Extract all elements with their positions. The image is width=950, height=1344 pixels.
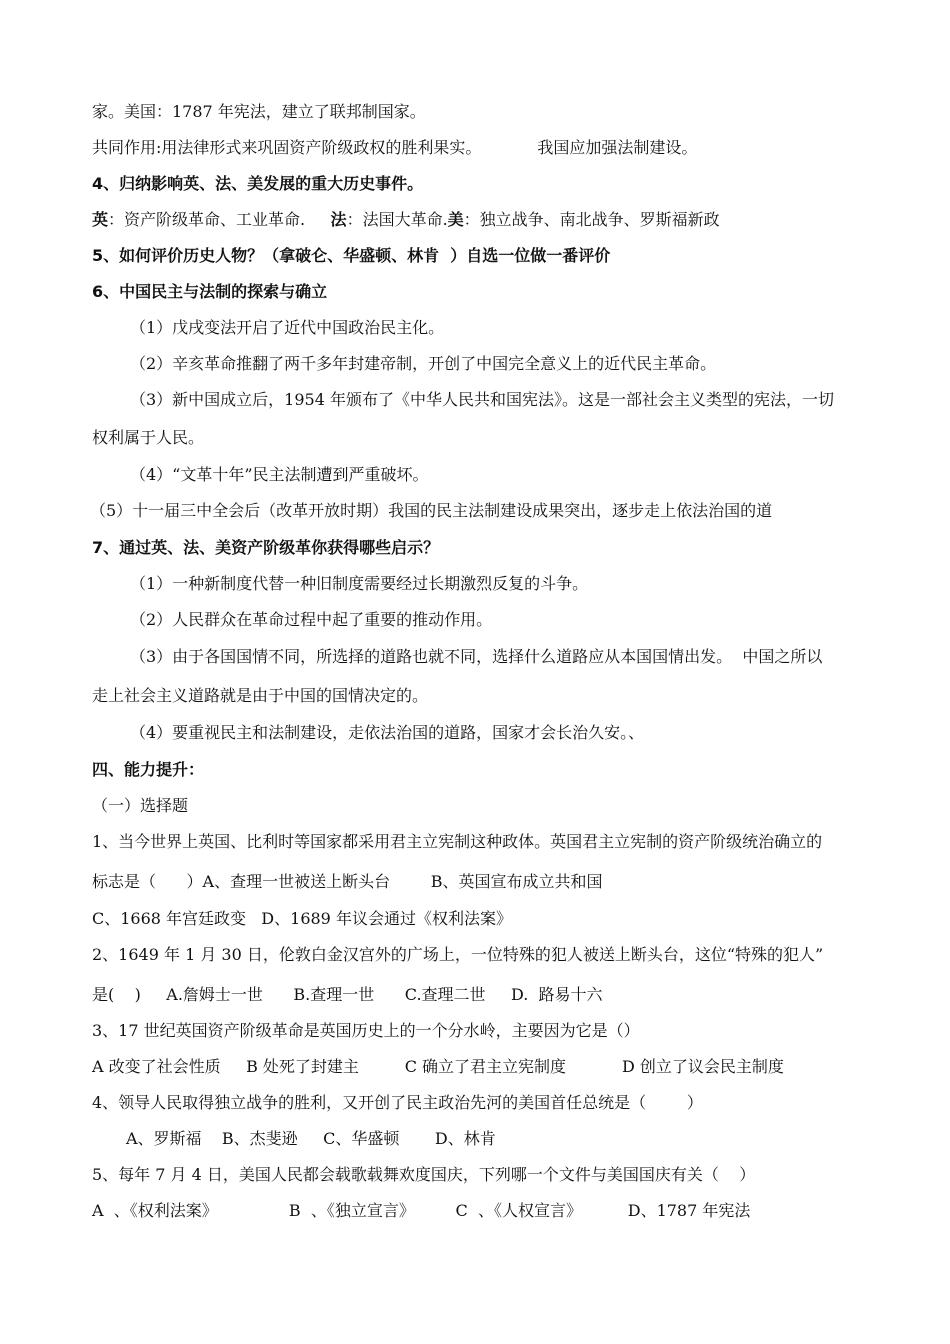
subsection-heading: （一）选择题: [92, 796, 189, 815]
question-heading: 4、归纳影响英、法、美发展的重大历史事件。: [92, 174, 424, 193]
question-text: 3、17 世纪英国资产阶级革命是英国历史上的一个分水岭，主要因为它是（）: [92, 1021, 640, 1040]
label-usa: 美: [447, 210, 464, 229]
text-line: （4）“文革十年”民主法制遭到严重破坏。: [130, 465, 429, 484]
text-line: （4）要重视民主和法制建设，走依法治国的道路，国家才会长治久安。、: [130, 723, 645, 742]
question-text: 1、当今世界上英国、比利时等国家都采用君主立宪制这种政体。英国君主立宪制的资产阶级统治确立的: [92, 832, 823, 851]
text-line: （2）人民群众在革命过程中起了重要的推动作用。: [130, 610, 493, 629]
text-line: （3）新中国成立后，1954 年颁布了《中华人民共和国宪法》。这是一部社会主义类型的宪法，一切: [130, 390, 834, 409]
text-span: ：法国大革命.: [346, 210, 448, 229]
text-span: ：独立战争、南北战争、罗斯福新政: [463, 210, 720, 229]
label-england: 英: [92, 210, 109, 229]
question-heading: 7、通过英、法、美资产阶级革你获得哪些启示？: [92, 538, 440, 557]
text-line: 权利属于人民。: [92, 428, 205, 447]
question-text: 标志是（ ）A、查理一世被送上断头台 B、英国宣布成立共和国: [92, 872, 603, 891]
text-line: [92, 209, 720, 231]
text-line: 家。美国：1787 年宪法，建立了联邦制国家。: [92, 102, 426, 121]
label-france: 法: [330, 210, 347, 229]
text-line: （5）十一届三中全会后（改革开放时期）我国的民主法制建设成果突出，逐步走上依法治国的道: [90, 501, 773, 520]
question-options: C、1668 年宫廷政变 D、1689 年议会通过《权利法案》: [92, 909, 512, 928]
text-line: （1）一种新制度代替一种旧制度需要经过长期激烈反复的斗争。: [130, 574, 589, 593]
question-heading: 6、中国民主与法制的探索与确立: [92, 282, 328, 301]
text-line: （3）由于各国国情不同，所选择的道路也就不同，选择什么道路应从本国国情出发。 中国之所以: [130, 647, 823, 666]
question-text: 5、每年 7 月 4 日，美国人民都会载歌载舞欢度国庆，下列哪一个文件与美国国庆有关（ ）: [92, 1165, 756, 1184]
question-options: A 、《权利法案》 B 、《独立宣言》 C 、《人权宣言》 D、1787 年宪法: [92, 1201, 751, 1220]
question-heading: 5、如何评价历史人物？（拿破仑、华盛顿、林肯 ）自选一位做一番评价: [92, 246, 611, 265]
section-heading: 四、能力提升：: [92, 760, 205, 779]
question-options: 是( ) A.詹姆士一世 B.查理一世 C.查理二世 D. 路易十六: [92, 985, 603, 1004]
text-line: （2）辛亥革命推翻了两千多年封建帝制，开创了中国完全意义上的近代民主革命。: [130, 354, 717, 373]
question-text: 4、领导人民取得独立战争的胜利，又开创了民主政治先河的美国首任总统是（ ）: [92, 1093, 703, 1112]
text-line: 共同作用:用法律形式来巩固资产阶级政权的胜利果实。 我国应加强法制建设。: [92, 138, 698, 157]
text-span: ：资产阶级革命、工业革命.: [108, 210, 331, 229]
question-text: 2、1649 年 1 月 30 日，伦敦白金汉宫外的广场上，一位特殊的犯人被送上断头台，这位“特殊的犯人”: [92, 945, 824, 964]
question-options: A 改变了社会性质 B 处死了封建主 C 确立了君主立宪制度 D 创立了议会民主制度: [92, 1057, 784, 1076]
question-options: A、罗斯福 B、杰斐逊 C、华盛顿 D、林肯: [126, 1129, 496, 1148]
text-line: 走上社会主义道路就是由于中国的国情决定的。: [92, 686, 429, 705]
text-line: （1）戊戌变法开启了近代中国政治民主化。: [130, 318, 445, 337]
